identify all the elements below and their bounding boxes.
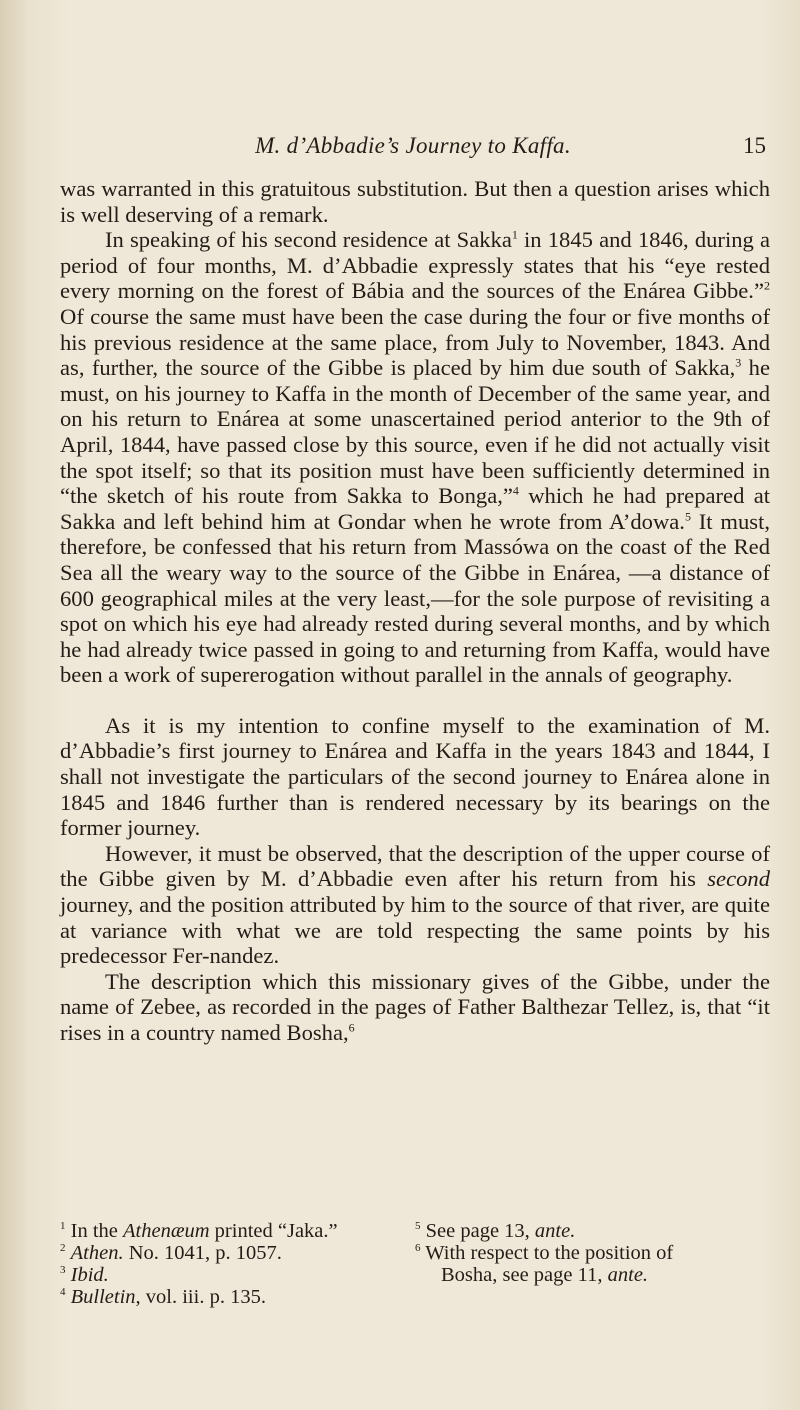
text-run: However, it must be observed, that the description of the upper course of the Gibbe given by M. d’Abbadie even after his return from his [60,840,770,892]
page-number: 15 [743,133,766,158]
text-run: No. 1041, p. 1057. [123,1242,282,1264]
paragraph [60,969,770,1046]
paragraph [60,713,770,841]
text-run: The description which this missionary gives of the Gibbe, under the name of Zebee, as recorded in the pages of Father Balthezar Tellez, is, that “it rises in a country named Bosha, [60,968,770,1045]
text-run: was warranted in this gratuitous substitution. But then a question arises which is well deserving of a remark. [60,176,770,227]
footnote-ref: 6 [348,1020,355,1035]
text-run: In speaking of his second residence at Sakka [105,227,512,253]
footnote-number: 6 [415,1242,421,1255]
footnote [415,1242,770,1264]
footnote-number: 4 [60,1286,66,1299]
text-run: which he had prepared at Sakka and left behind him at Gondar when he wrote from A’dowa. [60,483,770,534]
text-run: With respect to the position of [425,1242,674,1264]
italic-text: ante. [607,1264,649,1286]
footnote-ref: 5 [684,509,691,524]
footnote-ref: 3 [735,355,742,370]
text-run: In the [70,1220,123,1242]
footnote-ref: 2 [764,278,770,293]
paragraph [60,841,770,969]
footnotes [60,1220,770,1308]
running-title: M. d’Abbadie’s Journey to Kaffa. [255,133,571,158]
text-run: Bosha, see page 11, [441,1264,608,1286]
text-run: printed “Jaka.” [209,1220,338,1242]
italic-text: ante. [534,1220,576,1242]
text-run: See page 13, [425,1220,535,1242]
italic-text: Athenæum [123,1220,210,1242]
italic-text: Bulletin, [70,1286,141,1308]
footnote-number: 1 [60,1220,66,1233]
footnote-number: 5 [415,1220,421,1233]
italic-text: Athen. [70,1242,124,1264]
text-run: It must, therefore, be confessed that his return from Massówa on the coast of the Red Sea all the weary way to the source of the Gibbe in Enárea, —a distance of 600 geographical miles at the very least,—for the sole purpose of revisiting a spot on which his eye had already rested during several months, and by which he had already twice passed in going to and returning from Kaffa, would have been a work of supererogation without parallel in the annals of geography. [60,508,770,688]
italic-text: Ibid. [70,1264,109,1286]
text-run: vol. iii. p. 135. [140,1286,266,1308]
footnote [60,1220,415,1242]
footnote [415,1220,770,1242]
footnote [415,1264,770,1286]
page-header [60,133,766,167]
text-run: As it is my intention to confine myself to the examination of M. d’Abbadie’s first journey to Enárea and Kaffa in the years 1843 and 1844, I shall not investigate the particulars of the second journey to Enárea alone in 1845 and 1846 further than is rendered necessary by its bearings on the former journey. [60,712,770,841]
text-run: in 1845 and 1846, during a period of four months, M. d’Abbadie expressly states that his “eye rested every morning on the forest of Bábia and the sources of the Enárea Gibbe.” [60,227,770,304]
footnote [60,1264,415,1286]
italic-text: second [707,866,770,892]
footnote [60,1286,415,1308]
text-run: journey, and the position attributed by him to the source of that river, are quite at variance with what we are told respecting the same points by his predecessor Fer-nandez. [60,892,770,969]
text-run: he must, on his journey to Kaffa in the month of December of the same year, and on his return to Enárea at some unascertained period anterior to the 9th of April, 1844, have passed close by this source, even if he did not actually visit the spot itself; so that its position must have been sufficiently determined in “the sketch of his route from Sakka to Bonga,” [60,355,770,509]
body-text [60,176,770,1046]
footnote-ref: 1 [511,227,518,242]
paragraph [60,227,770,688]
text-run: Of course the same must have been the case during the four or five months of his previous residence at the same place, from July to November, 1843. And as, further, the source of the Gibbe is placed by him due south of Sakka, [60,303,770,381]
footnote [60,1242,415,1264]
footnote-number: 2 [60,1242,66,1255]
footnote-number: 3 [60,1264,66,1277]
footnote-ref: 4 [512,483,519,498]
paragraph [60,176,770,227]
